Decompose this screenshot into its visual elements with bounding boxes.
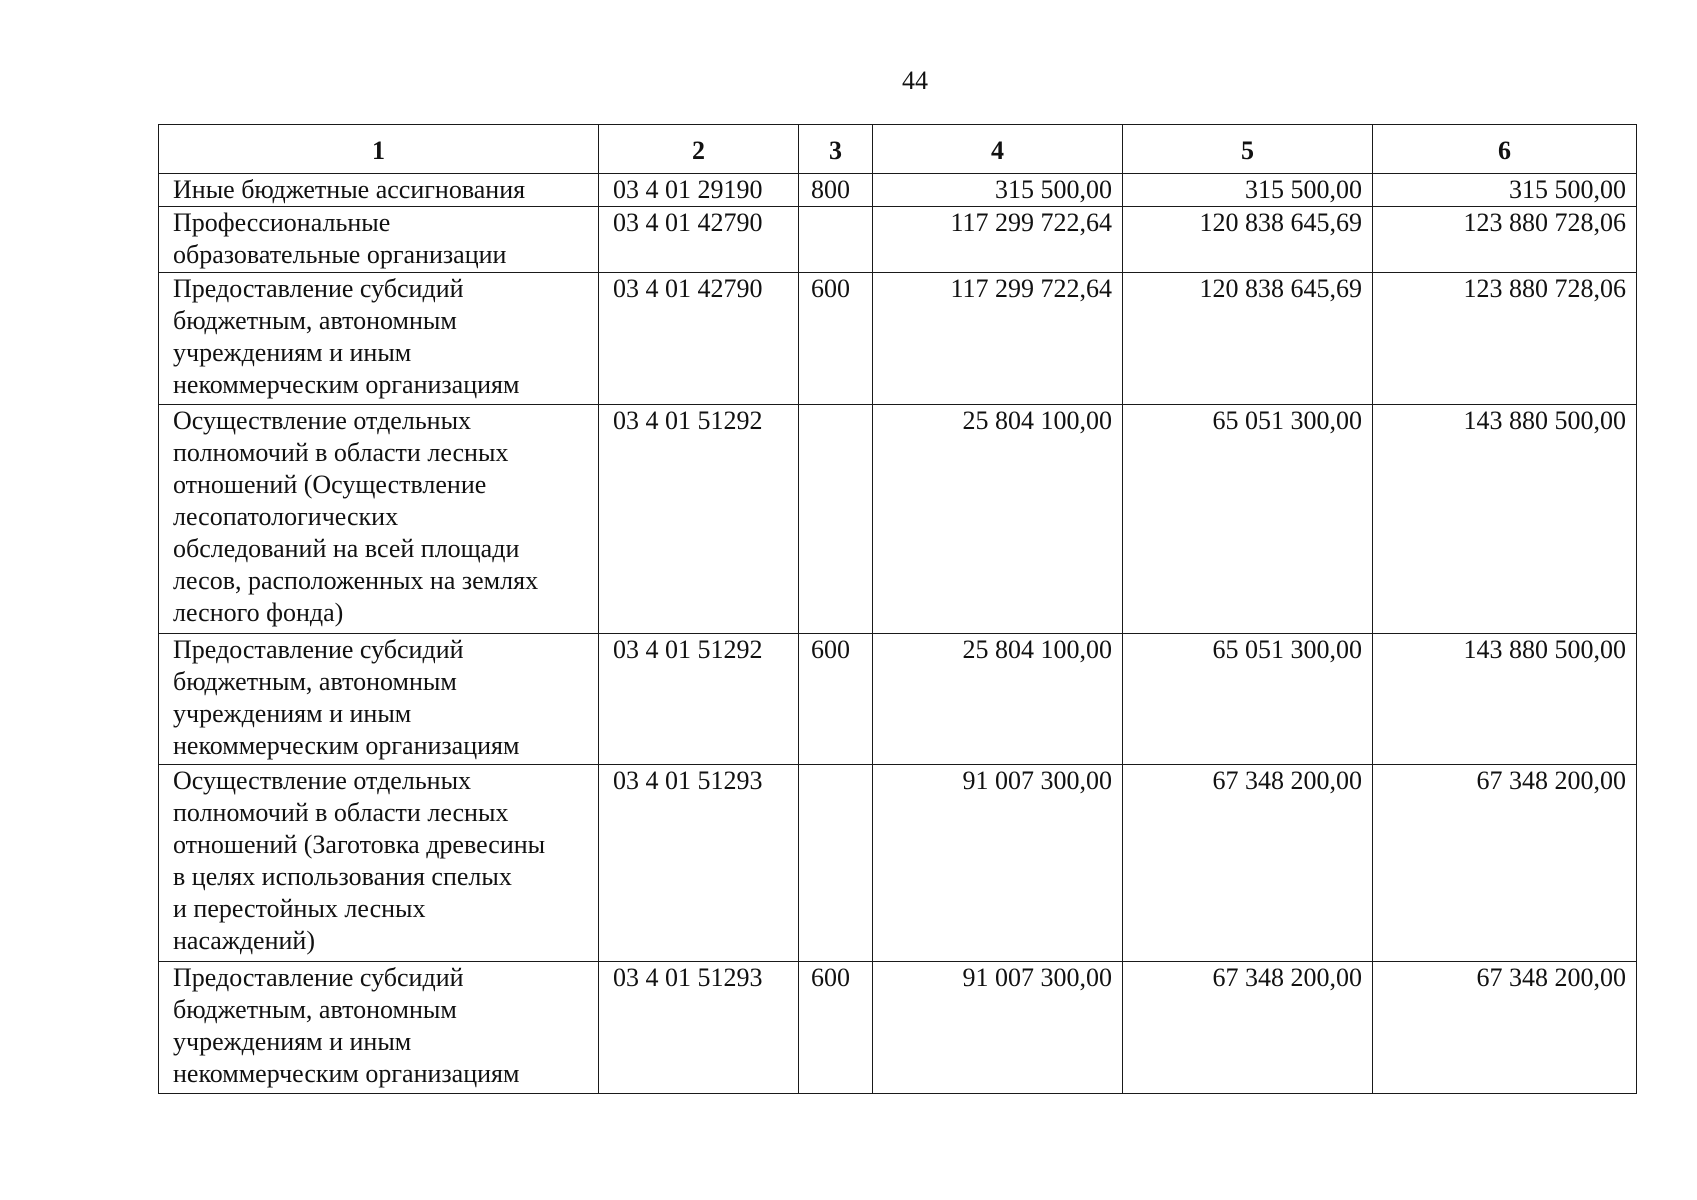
column-header-2: 2 — [599, 125, 799, 174]
column-header-5: 5 — [1123, 125, 1373, 174]
header-row — [159, 125, 1637, 174]
row-amount-2-cell: 65 051 300,00 — [1123, 405, 1373, 634]
row-name-cell: Иные бюджетные ассигнования — [159, 174, 599, 207]
row-name-cell: Предоставление субсидий бюджетным, автономным учреждениям и иным некоммерческим организациям — [159, 634, 599, 765]
column-header-1: 1 — [159, 125, 599, 174]
row-amount-3-cell: 315 500,00 — [1373, 174, 1637, 207]
table-row — [159, 207, 1637, 273]
row-amount-3-cell: 143 880 500,00 — [1373, 405, 1637, 634]
table-row — [159, 962, 1637, 1094]
row-name-cell: Осуществление отдельных полномочий в области лесных отношений (Осуществление лесопатологических обследований на всей площади лесов, расположенных на землях лесного фонда) — [159, 405, 599, 634]
row-kind-cell — [799, 765, 873, 962]
budget-table — [158, 124, 1637, 1094]
table-row — [159, 634, 1637, 765]
row-code-cell: 03 4 01 29190 — [599, 174, 799, 207]
column-header-3: 3 — [799, 125, 873, 174]
row-code-cell: 03 4 01 51293 — [599, 962, 799, 1094]
row-name-cell: Предоставление субсидий бюджетным, автономным учреждениям и иным некоммерческим организациям — [159, 273, 599, 405]
row-amount-2-cell: 120 838 645,69 — [1123, 207, 1373, 273]
row-amount-1-cell: 25 804 100,00 — [873, 634, 1123, 765]
row-amount-2-cell: 120 838 645,69 — [1123, 273, 1373, 405]
table-row — [159, 273, 1637, 405]
row-amount-1-cell: 91 007 300,00 — [873, 962, 1123, 1094]
row-amount-3-cell: 123 880 728,06 — [1373, 273, 1637, 405]
row-amount-1-cell: 25 804 100,00 — [873, 405, 1123, 634]
row-name-cell: Осуществление отдельных полномочий в области лесных отношений (Заготовка древесины в целях использования спелых и перестойных лесных насаждений) — [159, 765, 599, 962]
table-row — [159, 174, 1637, 207]
row-code-cell: 03 4 01 51293 — [599, 765, 799, 962]
row-amount-2-cell: 67 348 200,00 — [1123, 962, 1373, 1094]
row-amount-2-cell: 67 348 200,00 — [1123, 765, 1373, 962]
row-code-cell: 03 4 01 51292 — [599, 634, 799, 765]
table-body — [159, 174, 1637, 1094]
row-code-cell: 03 4 01 42790 — [599, 273, 799, 405]
row-amount-3-cell: 143 880 500,00 — [1373, 634, 1637, 765]
row-code-cell: 03 4 01 51292 — [599, 405, 799, 634]
column-header-6: 6 — [1373, 125, 1637, 174]
column-header-4: 4 — [873, 125, 1123, 174]
row-amount-1-cell: 117 299 722,64 — [873, 207, 1123, 273]
row-kind-cell: 600 — [799, 962, 873, 1094]
row-amount-2-cell: 315 500,00 — [1123, 174, 1373, 207]
row-amount-1-cell: 315 500,00 — [873, 174, 1123, 207]
row-kind-cell: 600 — [799, 634, 873, 765]
row-amount-3-cell: 67 348 200,00 — [1373, 765, 1637, 962]
row-code-cell: 03 4 01 42790 — [599, 207, 799, 273]
row-amount-1-cell: 117 299 722,64 — [873, 273, 1123, 405]
row-kind-cell: 800 — [799, 174, 873, 207]
table-row — [159, 405, 1637, 634]
row-amount-3-cell: 123 880 728,06 — [1373, 207, 1637, 273]
row-kind-cell — [799, 207, 873, 273]
row-name-cell: Профессиональные образовательные организации — [159, 207, 599, 273]
page-number: 44 — [902, 66, 928, 95]
row-amount-2-cell: 65 051 300,00 — [1123, 634, 1373, 765]
row-name-cell: Предоставление субсидий бюджетным, автономным учреждениям и иным некоммерческим организациям — [159, 962, 599, 1094]
row-amount-3-cell: 67 348 200,00 — [1373, 962, 1637, 1094]
row-kind-cell — [799, 405, 873, 634]
table-row — [159, 765, 1637, 962]
table-header — [159, 125, 1637, 174]
row-kind-cell: 600 — [799, 273, 873, 405]
row-amount-1-cell: 91 007 300,00 — [873, 765, 1123, 962]
